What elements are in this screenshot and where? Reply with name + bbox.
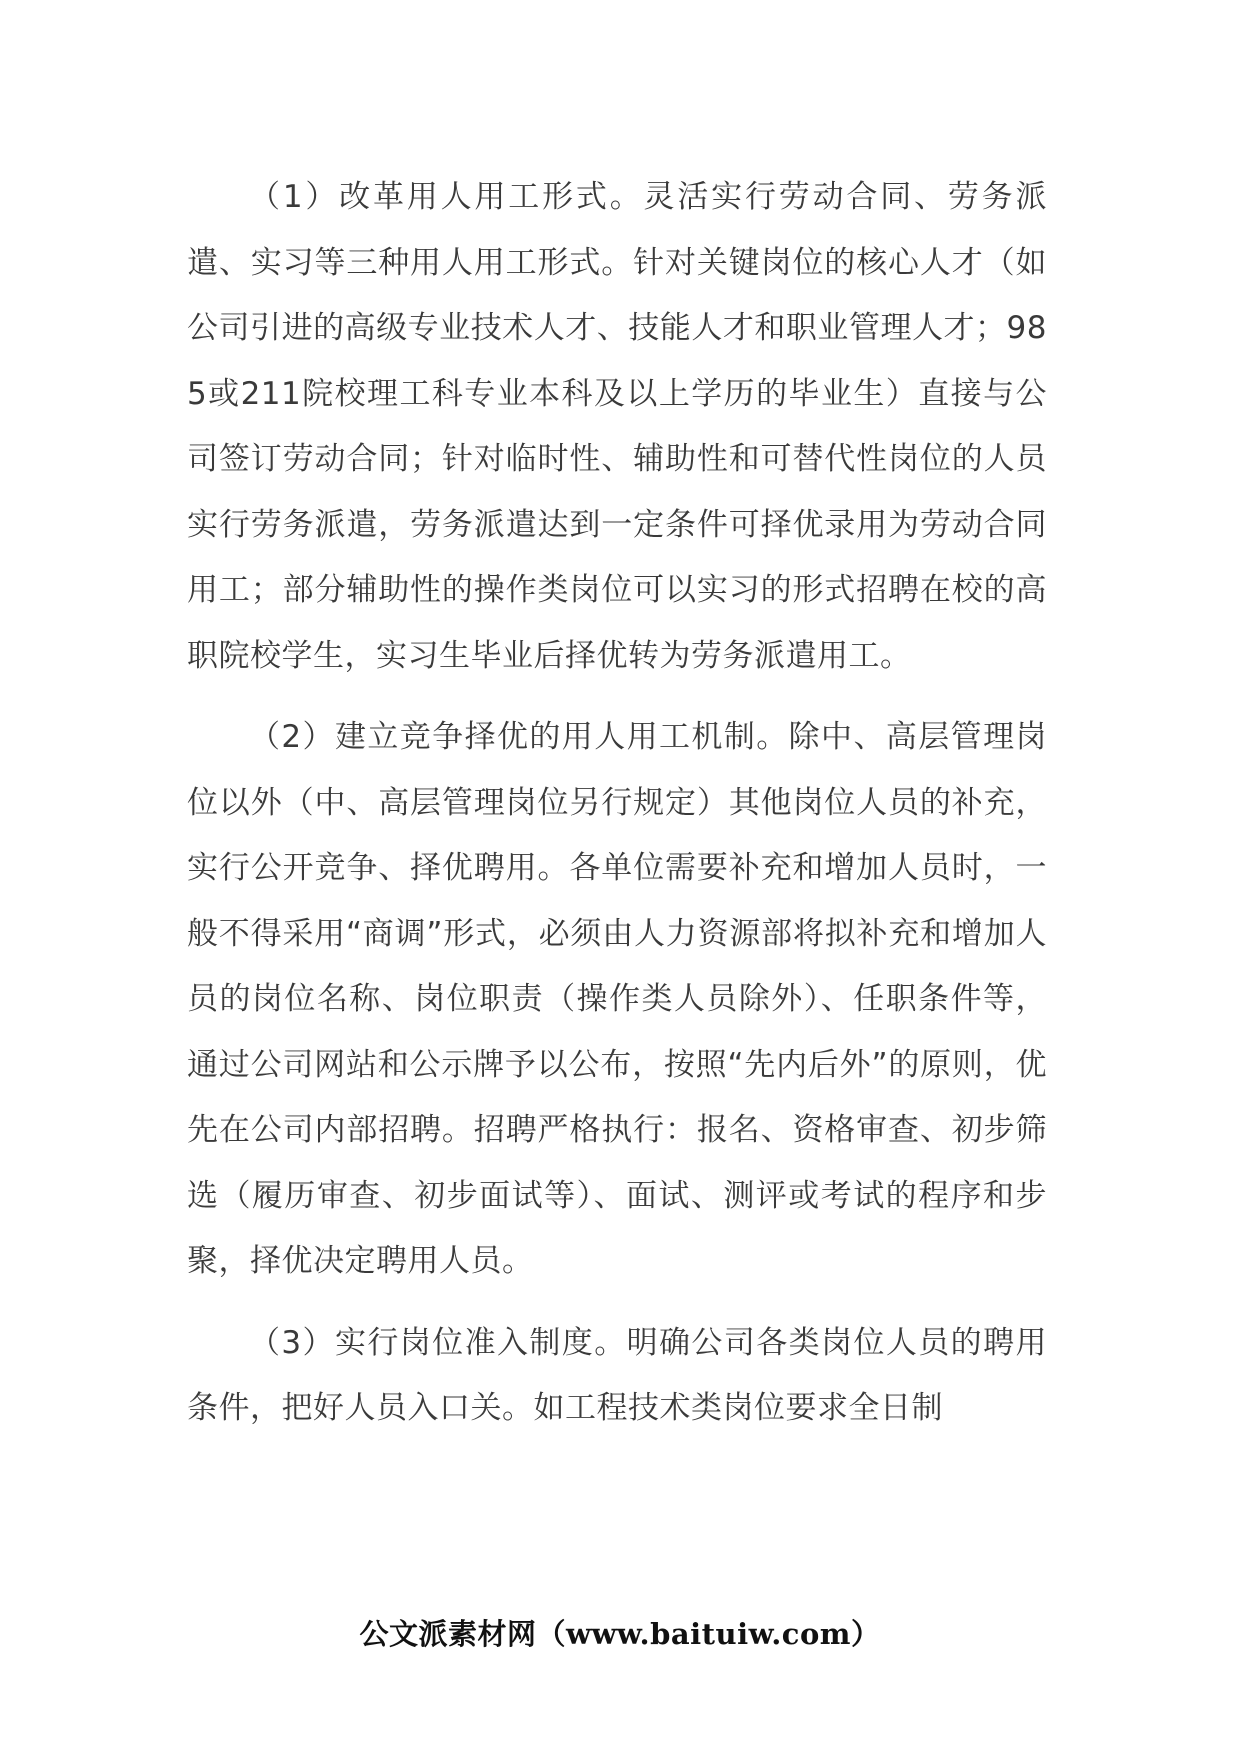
paragraph-3: （3）实行岗位准入制度。明确公司各类岗位人员的聘用条件，把好人员入口关。如工程技术类岗位要求全日制 xyxy=(187,1324,1047,1426)
paragraph-1: （1）改革用人用工形式。灵活实行劳动合同、劳务派遣、实习等三种用人用工形式。针对关键岗位的核心人才（如公司引进的高级专业技术人才、技能人才和职业管理人才；985或211院校理工科专业本科及以上学历的毕业生）直接与公司签订劳动合同；针对临时性、辅助性和可替代性岗位的人员实行劳务派遣，劳务派遣达到一定条件可择优录用为劳动合同用工；部分辅助性的操作类岗位可以实习的形式招聘在校的高职院校学生，实习生毕业后择优转为劳务派遣用工。 xyxy=(187,179,1047,674)
footer-watermark: 公文派素材网（www.baituiw.com） xyxy=(359,1617,881,1651)
document-body xyxy=(187,165,1047,1442)
paragraph-2: （2）建立竞争择优的用人用工机制。除中、高层管理岗位以外（中、高层管理岗位另行规定）其他岗位人员的补充，实行公开竞争、择优聘用。各单位需要补充和增加人员时，一般不得采用“商调”形式，必须由人力资源部将拟补充和增加人员的岗位名称、岗位职责（操作类人员除外）、任职条件等，通过公司网站和公示牌予以公布，按照“先内后外”的原则，优先在公司内部招聘。招聘严格执行：报名、资格审查、初步筛选（履历审查、初步面试等）、面试、测评或考试的程序和步聚，择优决定聘用人员。 xyxy=(187,719,1047,1279)
